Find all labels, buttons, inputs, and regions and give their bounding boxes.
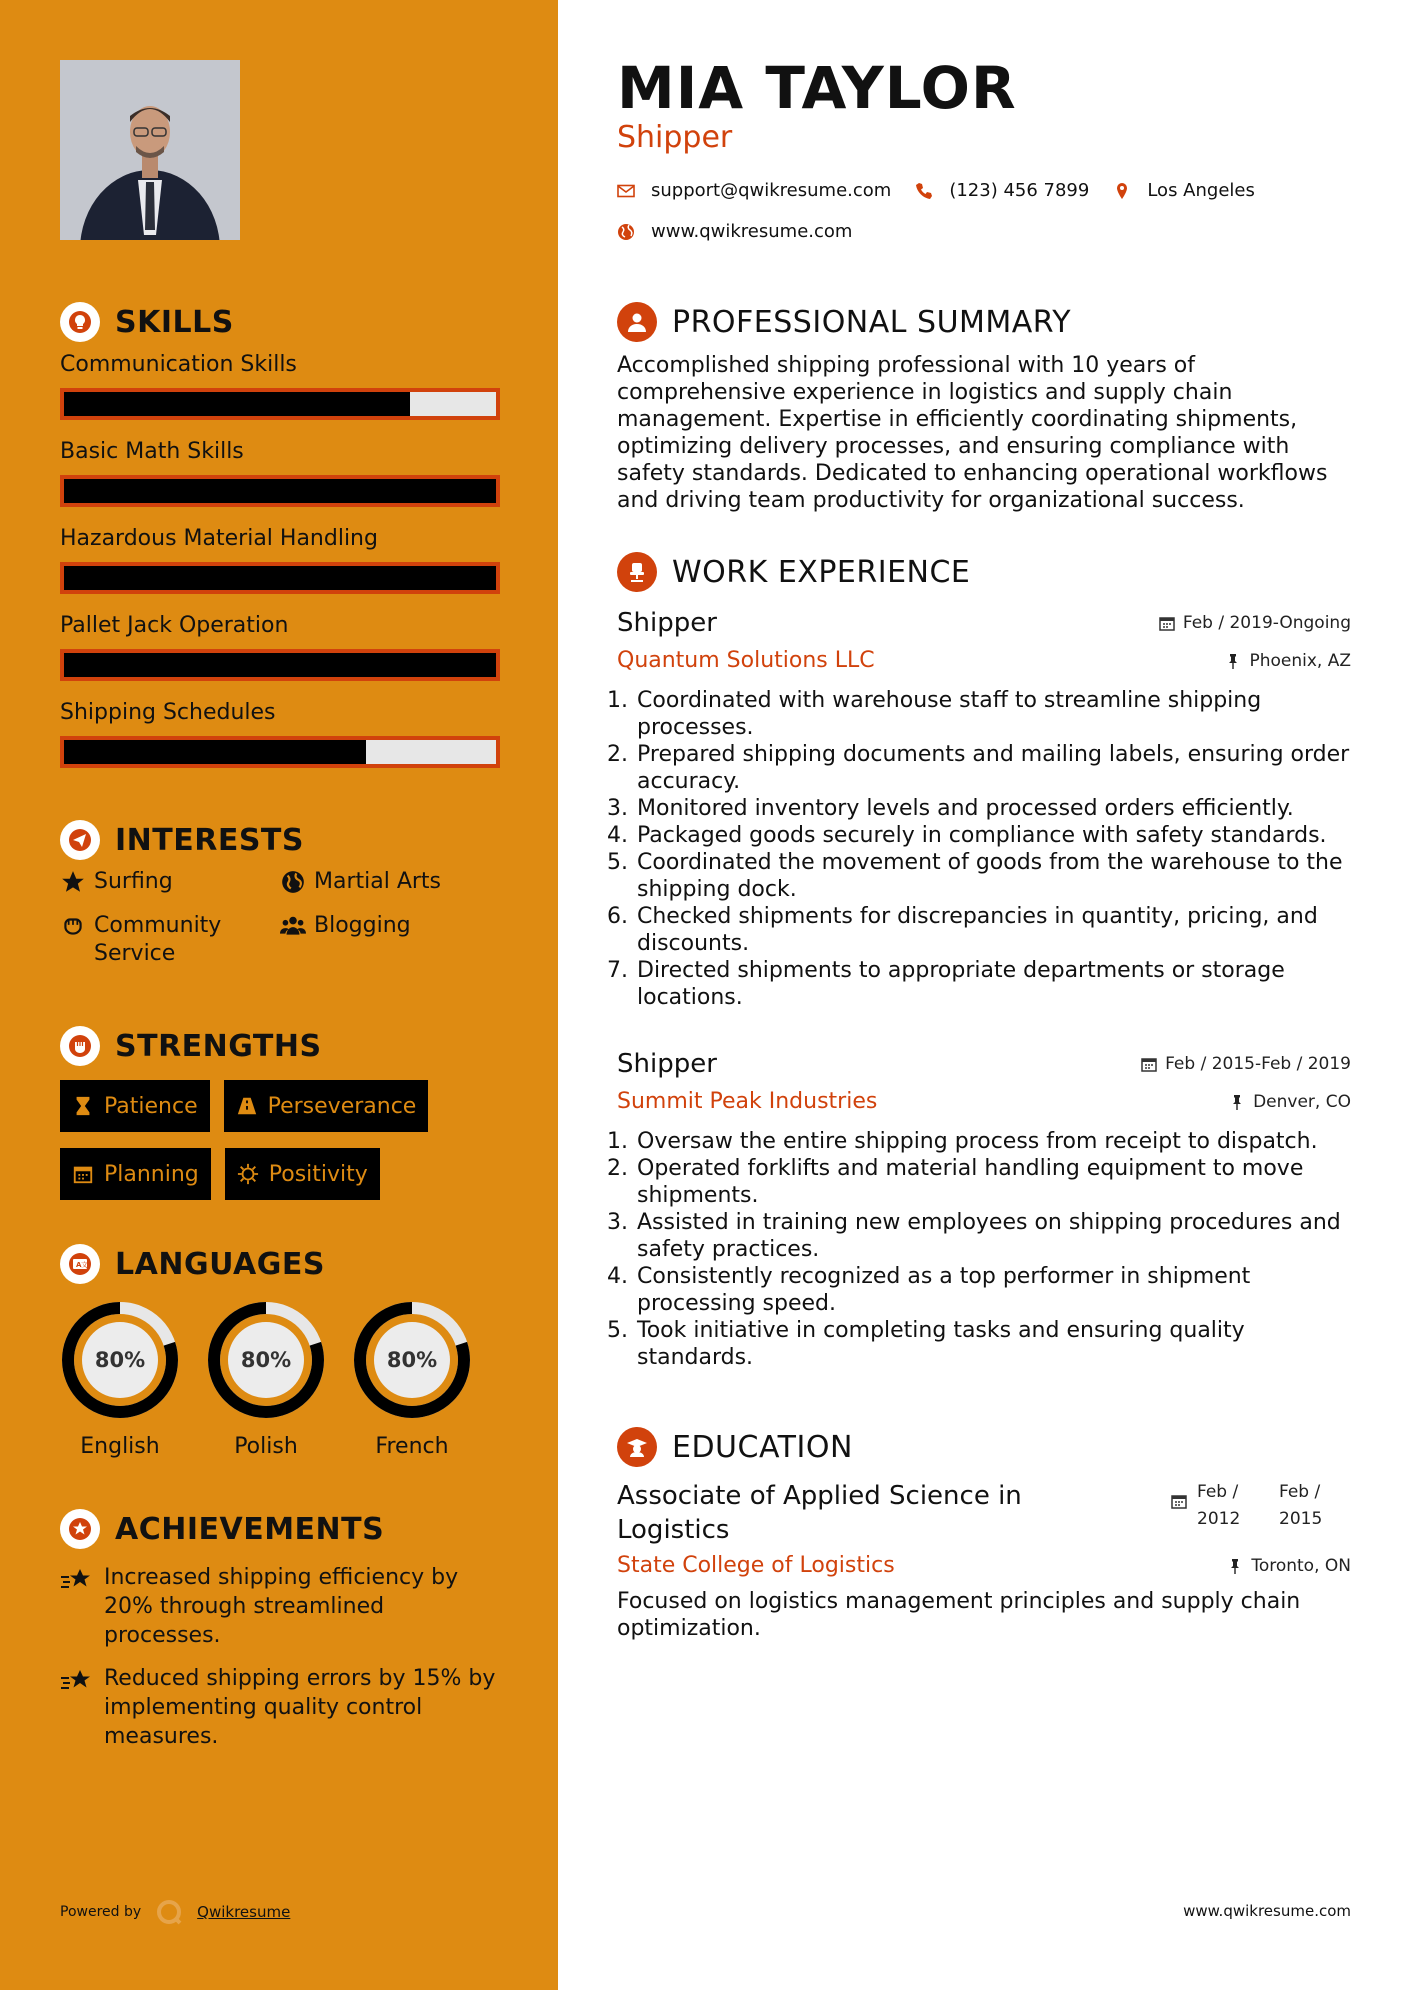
profile-photo xyxy=(60,60,240,240)
summary-text: Accomplished shipping professional with 10 years of comprehensive experience in logistics and supply chain management. Expertise in efficiently coordinating shipments, optimizing delivery processes, and ensuring compliance with safety standards. Dedicated to enhancing operational workflows and driving team productivity for organizational success. xyxy=(617,353,1328,513)
interests-title: INTERESTS xyxy=(115,822,304,858)
interests-list xyxy=(60,868,520,968)
education-section xyxy=(617,1425,1351,1642)
achievements-header xyxy=(60,1507,520,1551)
sidebar xyxy=(0,0,558,1990)
svg-text:文: 文 xyxy=(81,1261,88,1269)
skills-section xyxy=(60,300,520,785)
strength-tag xyxy=(60,1080,210,1132)
education-end-month: Feb / xyxy=(1279,1482,1321,1502)
skill-bar-fill xyxy=(64,653,496,677)
skill-bar-fill xyxy=(64,392,410,416)
skill-bar xyxy=(60,736,500,768)
interest-item xyxy=(280,868,500,896)
skill-label: Communication Skills xyxy=(60,352,297,377)
language-name: Polish xyxy=(234,1434,298,1459)
experience-section xyxy=(617,550,1351,1371)
interest-item xyxy=(280,912,500,968)
phone-icon xyxy=(915,182,933,200)
job-title-row xyxy=(617,1049,1351,1079)
achievement-text: Reduced shipping errors by 15% by implementing quality control measures. xyxy=(104,1666,496,1749)
skill-bar-fill xyxy=(64,566,496,590)
main-content xyxy=(558,0,1407,1990)
interests-section xyxy=(60,818,520,968)
job-title-row xyxy=(617,608,1351,638)
lightbulb-icon xyxy=(60,302,100,342)
job-dates-text: Feb / 2019-Ongoing xyxy=(1182,613,1351,633)
language-item xyxy=(352,1300,472,1459)
achievements-section xyxy=(60,1507,520,1765)
job-bullet: 3. Monitored inventory levels and processed orders efficiently. xyxy=(635,795,1351,822)
job-location xyxy=(1225,651,1351,671)
paper-plane-icon xyxy=(60,820,100,860)
pin-icon xyxy=(1229,1094,1245,1110)
interest-label: Surfing xyxy=(94,869,173,894)
language-ring xyxy=(206,1300,326,1420)
qwikresume-link[interactable]: Qwikresume xyxy=(197,1903,291,1921)
pin-icon xyxy=(1227,1558,1243,1574)
job-dates xyxy=(1159,613,1351,633)
calendar-icon xyxy=(1159,615,1175,631)
star-icon xyxy=(60,869,86,895)
calendar-icon xyxy=(72,1163,94,1185)
skill-bar xyxy=(60,475,500,507)
candidate-name: MIA TAYLOR xyxy=(617,54,1017,122)
education-end-year: 2015 xyxy=(1279,1509,1323,1529)
website-row xyxy=(617,221,852,242)
website-text[interactable]: www.qwikresume.com xyxy=(651,221,853,242)
job-location xyxy=(1229,1092,1351,1112)
contact-row xyxy=(617,180,1255,201)
education-start-month: Feb / xyxy=(1197,1482,1239,1502)
education-location-text: Toronto, ON xyxy=(1251,1555,1351,1576)
strength-tag xyxy=(224,1080,429,1132)
achievement-item xyxy=(60,1664,520,1751)
pin-icon xyxy=(1225,653,1241,669)
summary-header xyxy=(617,300,1351,344)
strength-label: Positivity xyxy=(268,1161,368,1187)
jobs-list xyxy=(617,608,1351,1371)
envelope-icon xyxy=(617,182,635,200)
job-bullet: 4. Packaged goods securely in compliance with safety standards. xyxy=(635,822,1351,849)
skill-label: Pallet Jack Operation xyxy=(60,613,289,638)
user-icon xyxy=(617,302,657,342)
language-percent: 80% xyxy=(386,1348,438,1372)
experience-title: WORK EXPERIENCE xyxy=(672,554,971,590)
road-icon xyxy=(236,1095,258,1117)
languages-list xyxy=(60,1300,520,1459)
job-bullet: 1. Oversaw the entire shipping process from receipt to dispatch. xyxy=(635,1128,1351,1155)
education-start xyxy=(1197,1479,1279,1533)
summary-section xyxy=(617,300,1351,514)
job-bullet: 2. Operated forklifts and material handling equipment to move shipments. xyxy=(635,1155,1351,1209)
skill-label: Hazardous Material Handling xyxy=(60,526,378,551)
language-ring xyxy=(352,1300,472,1420)
education-end xyxy=(1279,1479,1351,1533)
job-bullet: 6. Checked shipments for discrepancies in quantity, pricing, and discounts. xyxy=(635,903,1351,957)
summary-title: PROFESSIONAL SUMMARY xyxy=(672,304,1072,340)
experience-header xyxy=(617,550,1351,594)
job-title: Shipper xyxy=(617,1049,717,1079)
star-badge-icon xyxy=(60,1509,100,1549)
qwikresume-logo-icon xyxy=(155,1898,183,1926)
job-dates xyxy=(1141,1054,1351,1074)
education-description: Focused on logistics management principles and supply chain optimization. xyxy=(617,1589,1301,1641)
strengths-header xyxy=(60,1024,520,1068)
shooting-star-icon xyxy=(60,1666,94,1696)
languages-section xyxy=(60,1242,520,1459)
interest-label: Martial Arts xyxy=(314,869,442,894)
job-bullets xyxy=(617,687,1351,1011)
education-row xyxy=(617,1479,1351,1547)
skill-label: Basic Math Skills xyxy=(60,439,244,464)
skill-bar-fill xyxy=(64,740,366,764)
job-bullet: 1. Coordinated with warehouse staff to streamline shipping processes. xyxy=(635,687,1351,741)
strength-label: Planning xyxy=(104,1161,199,1187)
education-location xyxy=(1227,1556,1351,1576)
job-title: Shipper xyxy=(617,608,717,638)
language-item xyxy=(206,1300,326,1459)
hand-icon xyxy=(60,913,86,939)
job-bullets xyxy=(617,1128,1351,1371)
globe-icon xyxy=(280,869,306,895)
interest-label: Community Service xyxy=(94,913,222,966)
candidate-role: Shipper xyxy=(617,120,733,155)
powered-by-label: Powered by xyxy=(60,1904,142,1920)
languages-header xyxy=(60,1242,520,1286)
skills-list xyxy=(60,350,520,768)
job-company: Quantum Solutions LLC xyxy=(617,648,875,673)
globe-icon xyxy=(617,223,635,241)
job-location-text: Denver, CO xyxy=(1253,1091,1351,1112)
strength-label: Perseverance xyxy=(267,1093,417,1119)
fist-icon xyxy=(60,1026,100,1066)
strength-label: Patience xyxy=(104,1093,198,1119)
hourglass-icon xyxy=(72,1095,94,1117)
education-title: EDUCATION xyxy=(672,1429,853,1465)
language-icon xyxy=(60,1244,100,1284)
office-chair-icon xyxy=(617,552,657,592)
education-start-year: 2012 xyxy=(1197,1509,1241,1529)
users-icon xyxy=(280,913,306,939)
job-dates-text: Feb / 2015-Feb / 2019 xyxy=(1165,1054,1351,1074)
language-percent: 80% xyxy=(94,1348,146,1372)
achievement-text: Increased shipping efficiency by 20% through streamlined processes. xyxy=(104,1565,459,1648)
job-bullet: 4. Consistently recognized as a top performer in shipment processing speed. xyxy=(635,1263,1351,1317)
job-company-row xyxy=(617,648,1351,673)
job-location-text: Phoenix, AZ xyxy=(1249,650,1351,671)
skill-bar xyxy=(60,562,500,594)
achievements-title: ACHIEVEMENTS xyxy=(115,1511,385,1547)
job-company: Summit Peak Industries xyxy=(617,1089,878,1114)
strengths-title: STRENGTHS xyxy=(115,1028,322,1064)
skill-bar-fill xyxy=(64,479,496,503)
interest-item xyxy=(60,912,280,968)
job-bullet: 7. Directed shipments to appropriate departments or storage locations. xyxy=(635,957,1351,1011)
skill-bar xyxy=(60,388,500,420)
email-text[interactable]: support@qwikresume.com xyxy=(651,180,892,201)
job-entry xyxy=(617,608,1351,1011)
svg-text:A: A xyxy=(76,1261,82,1269)
calendar-icon xyxy=(1171,1493,1187,1509)
calendar-icon xyxy=(1141,1056,1157,1072)
shooting-star-icon xyxy=(60,1565,94,1595)
language-percent: 80% xyxy=(240,1348,292,1372)
job-bullet: 2. Prepared shipping documents and mailing labels, ensuring order accuracy. xyxy=(635,741,1351,795)
interest-label: Blogging xyxy=(314,913,411,938)
education-header xyxy=(617,1425,1351,1469)
language-name: English xyxy=(80,1434,160,1459)
job-company-row xyxy=(617,1089,1351,1114)
language-name: French xyxy=(375,1434,449,1459)
job-bullet: 5. Coordinated the movement of goods from the warehouse to the shipping dock. xyxy=(635,849,1351,903)
strength-tag xyxy=(60,1148,211,1200)
skills-header xyxy=(60,300,520,344)
education-degree: Associate of Applied Science in Logistics xyxy=(617,1481,1022,1545)
education-school: State College of Logistics xyxy=(617,1553,895,1578)
graduate-icon xyxy=(617,1427,657,1467)
map-marker-icon xyxy=(1113,182,1131,200)
languages-title: LANGUAGES xyxy=(115,1246,325,1282)
job-bullet: 5. Took initiative in completing tasks and ensuring quality standards. xyxy=(635,1317,1351,1371)
interest-item xyxy=(60,868,280,896)
strengths-section xyxy=(60,1024,520,1200)
sun-icon xyxy=(237,1163,259,1185)
skills-title: SKILLS xyxy=(115,304,234,340)
language-ring xyxy=(60,1300,180,1420)
education-dates xyxy=(1171,1479,1351,1533)
job-entry xyxy=(617,1049,1351,1371)
achievement-item xyxy=(60,1563,520,1650)
powered-by xyxy=(60,1898,290,1926)
strength-tag xyxy=(225,1148,380,1200)
skill-label: Shipping Schedules xyxy=(60,700,276,725)
skill-bar xyxy=(60,649,500,681)
job-bullet: 3. Assisted in training new employees on shipping procedures and safety practices. xyxy=(635,1209,1351,1263)
location-text: Los Angeles xyxy=(1147,180,1255,201)
footer-url[interactable]: www.qwikresume.com xyxy=(1183,1902,1351,1920)
language-item xyxy=(60,1300,180,1459)
phone-text: (123) 456 7899 xyxy=(949,180,1090,201)
interests-header xyxy=(60,818,520,862)
achievements-list xyxy=(60,1563,520,1751)
strengths-list xyxy=(60,1080,500,1200)
education-school-row xyxy=(617,1553,1351,1578)
